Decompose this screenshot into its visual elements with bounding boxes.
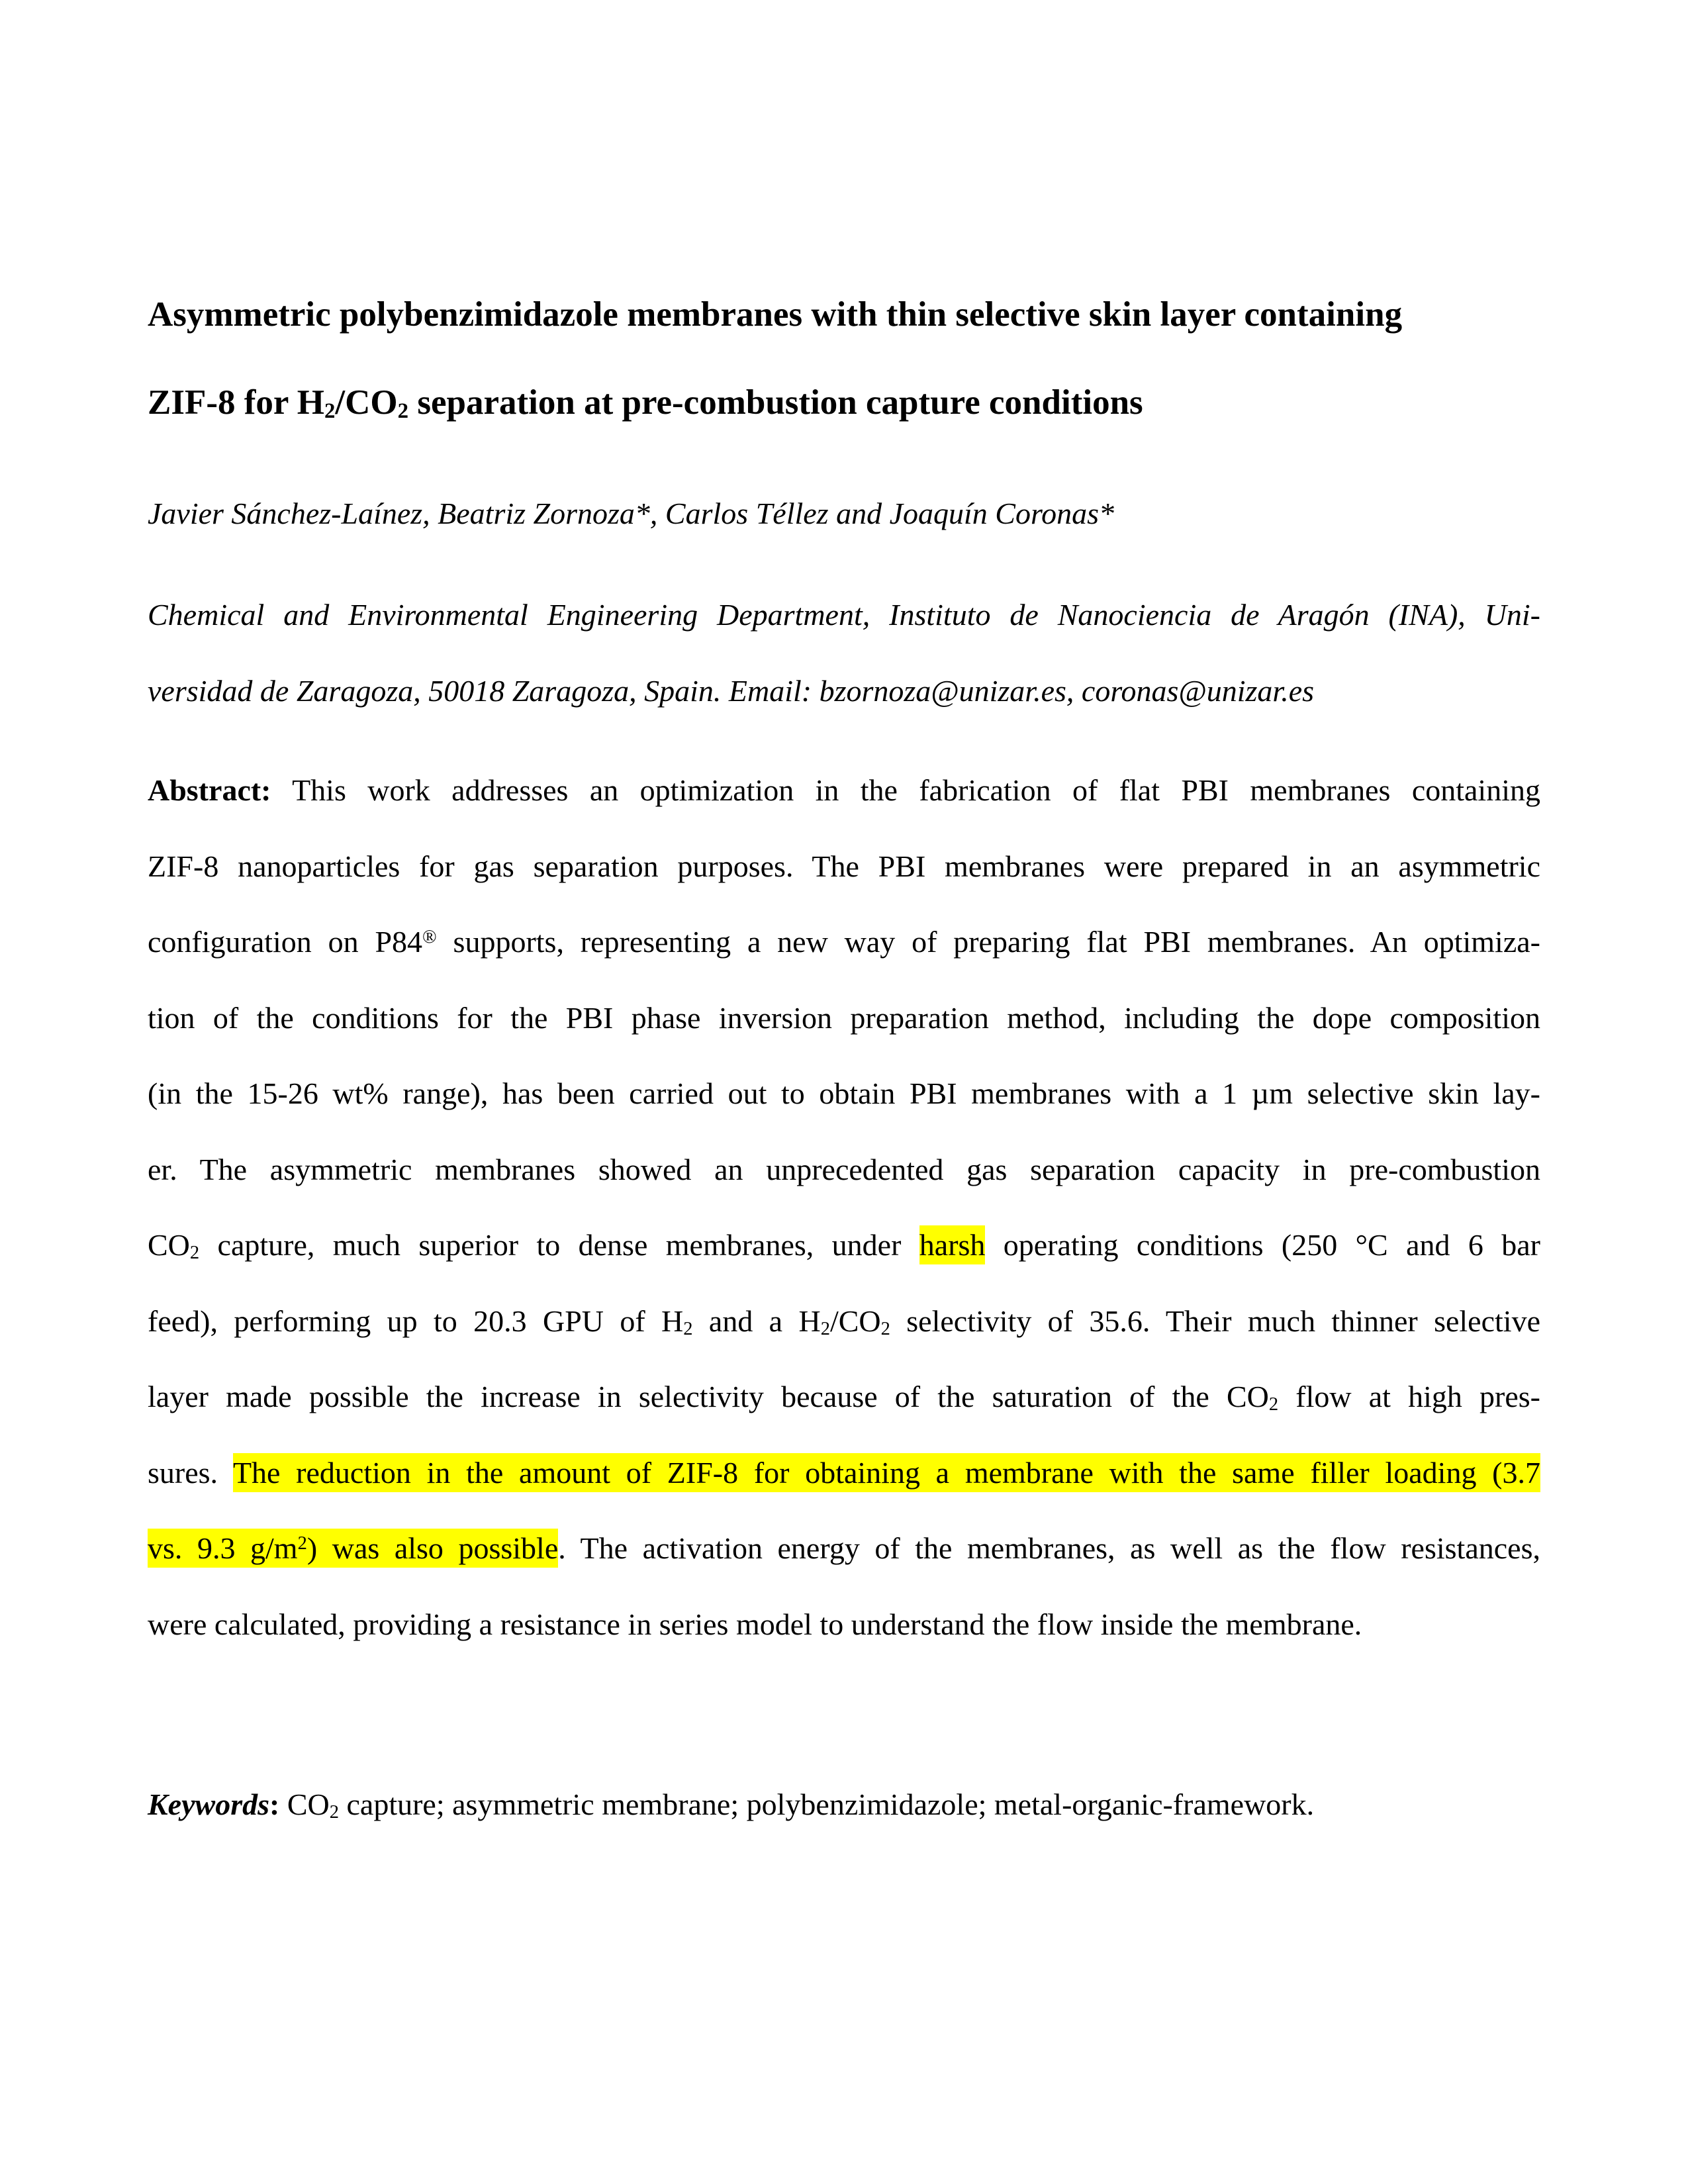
abstract-line: tion of the conditions for the PBI phase inversion preparation method, including the dope composition	[148, 1000, 1540, 1035]
abstract-line: layer made possible the increase in selectivity because of the saturation of the $CO_2$ flow at high pres-	[148, 1380, 1540, 1415]
abstract-line: were calculated, providing a resistance in series model to understand the flow inside the membrane.	[148, 1607, 1362, 1641]
abstract-line: (in the 15-26 wt% range), has been carried out to obtain PBI membranes with a 1 µm selective skin lay-	[148, 1076, 1540, 1110]
abstract-line: vs. 9.3 $g/m^2$) was also possible. The activation energy of the membranes, as well as the flow resistances,	[148, 1511, 1540, 1587]
affiliation	[148, 577, 1540, 729]
paper-title	[148, 271, 1540, 447]
title-line: Asymmetric polybenzimidazole membranes with thin selective skin layer containing	[148, 295, 1403, 334]
authors-line	[148, 476, 1540, 552]
abstract-line: $CO_2$ capture, much superior to dense membranes, under harsh operating conditions (250 °C and 6 bar	[148, 1208, 1540, 1284]
abstract-line: configuration on P84® supports, representing a new way of preparing flat PBI membranes. An optimiza-	[148, 925, 1540, 959]
abstract-line: sures. The reduction in the amount of ZIF-8 for obtaining a membrane with the same filler loading (3.7	[148, 1435, 1540, 1511]
keywords-line	[148, 1767, 1540, 1843]
abstract-line: Abstract: This work addresses an optimization in the fabrication of flat PBI membranes containing	[148, 773, 1540, 807]
abstract-paragraph	[148, 753, 1540, 1662]
affiliation-line: versidad de Zaragoza, 50018 Zaragoza, Spain. Email: bzornoza@unizar.es, coronas@unizar.es	[148, 673, 1315, 708]
affiliation-line: Chemical and Environmental Engineering Department, Instituto de Nanociencia de Aragón (INA), Uni-	[148, 598, 1540, 632]
abstract-line: ZIF-8 nanoparticles for gas separation purposes. The PBI membranes were prepared in an asymmetric	[148, 849, 1540, 883]
abstract-line: feed), performing up to 20.3 GPU of $H_2$ and a $H_2/CO_2$ selectivity of 35.6. Their much thinner selective	[148, 1304, 1540, 1339]
title-line: ZIF-8 for $H_2/CO_2$ separation at pre-combustion capture conditions	[148, 383, 1143, 423]
author-text-line: Javier Sánchez-Laínez, Beatriz Zornoza*, Carlos Téllez and Joaquín Coronas*	[148, 497, 1115, 530]
keywords-text-line: Keywords: $CO_2$ capture; asymmetric membrane; polybenzimidazole; metal-organic-framework.	[148, 1787, 1315, 1823]
abstract-line: er. The asymmetric membranes showed an unprecedented gas separation capacity in pre-combustion	[148, 1152, 1540, 1186]
